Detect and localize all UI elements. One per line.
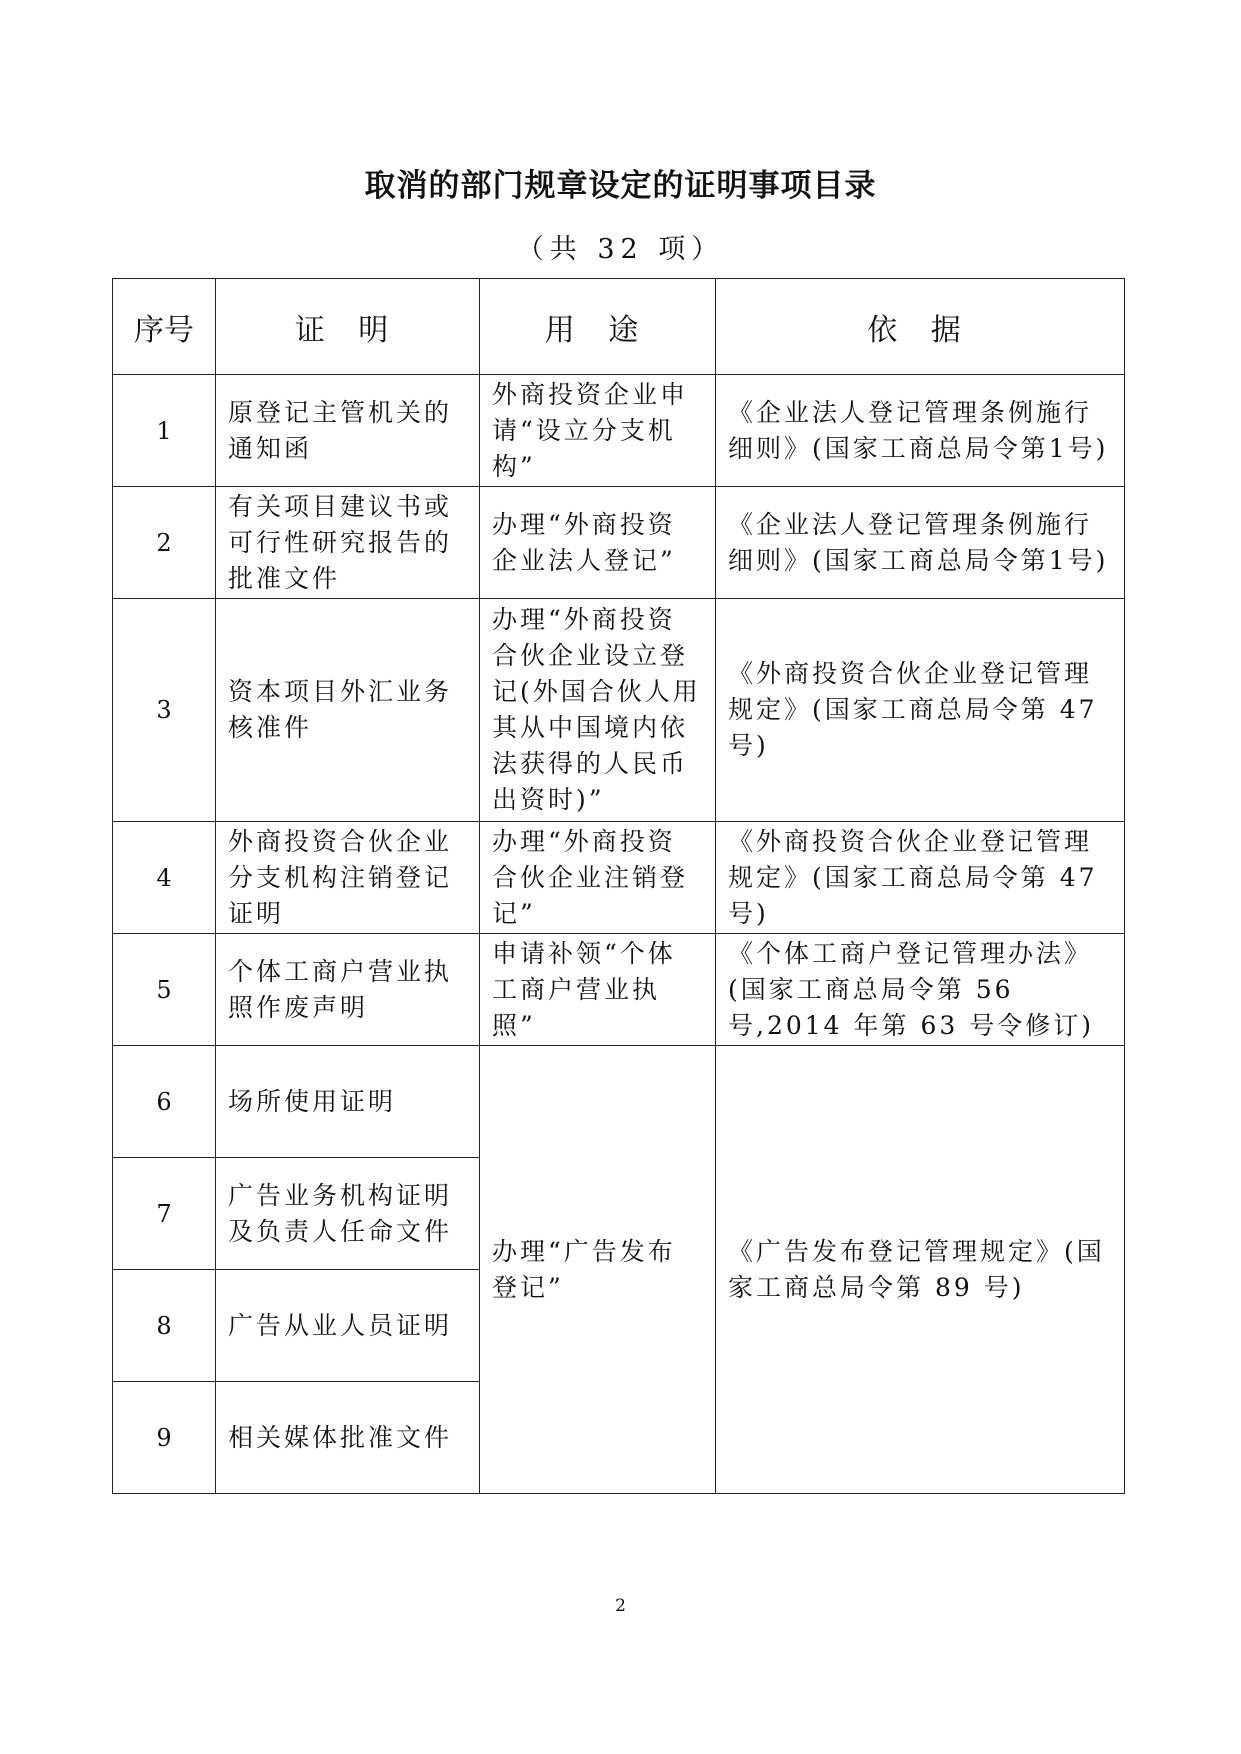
row-proof: 外商投资合伙企业分支机构注销登记证明 [216,822,480,934]
row-serial: 8 [113,1270,216,1382]
header-basis: 依 据 [716,279,1125,375]
row-serial: 9 [113,1382,216,1494]
row-serial: 4 [113,822,216,934]
document-title: 取消的部门规章设定的证明事项目录 [364,168,877,204]
row-purpose: 办理“外商投资合伙企业注销登记” [480,822,716,934]
row-serial: 1 [113,375,216,487]
row-basis: 《外商投资合伙企业登记管理规定》(国家工商总局令第 47 号) [716,822,1125,934]
row-basis: 《外商投资合伙企业登记管理规定》(国家工商总局令第 47 号) [716,599,1125,822]
row-proof: 场所使用证明 [216,1046,480,1158]
header-purpose: 用 途 [480,279,716,375]
row-serial: 7 [113,1158,216,1270]
header-proof: 证 明 [216,279,480,375]
row-basis: 《企业法人登记管理条例施行细则》(国家工商总局令第1号) [716,375,1125,487]
row-proof: 有关项目建议书或可行性研究报告的批准文件 [216,487,480,599]
row-purpose: 办理“外商投资企业法人登记” [480,487,716,599]
row-proof: 个体工商户营业执照作废声明 [216,934,480,1046]
table-row [113,375,1125,487]
row-proof: 广告从业人员证明 [216,1270,480,1382]
row-serial: 6 [113,1046,216,1158]
document-subtitle: （共 32 项） [516,234,725,265]
table-row [113,934,1125,1046]
row-proof: 广告业务机构证明及负责人任命文件 [216,1158,480,1270]
row-purpose: 办理“外商投资合伙企业设立登记(外国合伙人用其从中国境内依法获得的人民币出资时)” [480,599,716,822]
table-header-row [113,279,1125,375]
row-purpose: 申请补领“个体工商户营业执照” [480,934,716,1046]
table-row [113,599,1125,822]
row-serial: 3 [113,599,216,822]
table-row [113,487,1125,599]
page-number: 2 [615,1596,626,1616]
merged-basis-cell: 《广告发布登记管理规定》(国家工商总局令第 89 号) [716,1046,1125,1494]
row-purpose: 外商投资企业申请“设立分支机构” [480,375,716,487]
row-basis: 《企业法人登记管理条例施行细则》(国家工商总局令第1号) [716,487,1125,599]
merged-purpose-cell: 办理“广告发布登记” [480,1046,716,1494]
table-row [113,1046,1125,1158]
row-basis: 《个体工商户登记管理办法》(国家工商总局令第 56 号,2014 年第 63 号令修订) [716,934,1125,1046]
row-proof: 资本项目外汇业务核准件 [216,599,480,822]
row-proof: 原登记主管机关的通知函 [216,375,480,487]
row-serial: 2 [113,487,216,599]
row-proof: 相关媒体批准文件 [216,1382,480,1494]
proof-items-table [112,278,1125,1494]
header-serial: 序号 [113,279,216,375]
table-row [113,822,1125,934]
row-serial: 5 [113,934,216,1046]
